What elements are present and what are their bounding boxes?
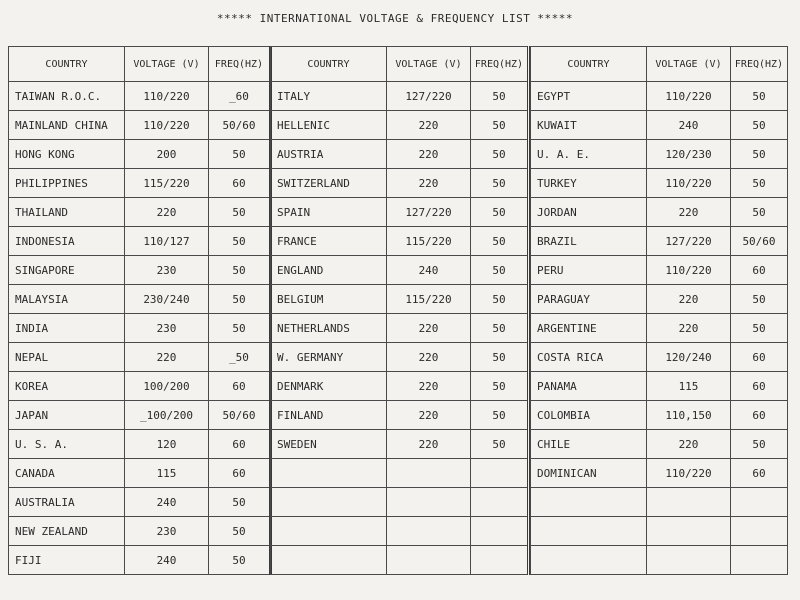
voltage-cell: 115/220: [387, 227, 471, 256]
voltage-cell: 110/220: [647, 82, 731, 111]
header-freq: FREQ(HZ): [209, 47, 271, 82]
table-row: [9, 111, 271, 140]
voltage-table-europe: [270, 46, 530, 575]
freq-cell: [731, 517, 788, 546]
country-cell: NEPAL: [9, 343, 125, 372]
table-row: [531, 459, 788, 488]
header-voltage: VOLTAGE (V): [125, 47, 209, 82]
freq-cell: 50: [471, 82, 529, 111]
country-cell: AUSTRIA: [271, 140, 387, 169]
country-cell: INDONESIA: [9, 227, 125, 256]
freq-cell: 50: [471, 111, 529, 140]
voltage-cell: 127/220: [647, 227, 731, 256]
page-title: ***** INTERNATIONAL VOLTAGE & FREQUENCY LIST *****: [216, 12, 574, 25]
voltage-cell: 220: [387, 401, 471, 430]
freq-cell: 60: [209, 459, 271, 488]
voltage-cell: 120/230: [647, 140, 731, 169]
table-row: [271, 546, 529, 575]
voltage-cell: [387, 546, 471, 575]
country-cell: [271, 459, 387, 488]
freq-cell: 50: [209, 314, 271, 343]
freq-cell: [731, 546, 788, 575]
table-row: [271, 517, 529, 546]
header-voltage: VOLTAGE (V): [387, 47, 471, 82]
header-country: COUNTRY: [271, 47, 387, 82]
freq-cell: 50: [209, 546, 271, 575]
country-cell: MALAYSIA: [9, 285, 125, 314]
freq-cell: 50/60: [209, 401, 271, 430]
voltage-cell: 220: [647, 198, 731, 227]
freq-cell: 60: [209, 430, 271, 459]
voltage-cell: [647, 488, 731, 517]
voltage-cell: 220: [647, 430, 731, 459]
table-row: [9, 401, 271, 430]
country-cell: AUSTRALIA: [9, 488, 125, 517]
country-cell: HONG KONG: [9, 140, 125, 169]
table-row: [9, 546, 271, 575]
country-cell: U. A. E.: [531, 140, 647, 169]
freq-cell: 50: [471, 140, 529, 169]
voltage-cell: 100/200: [125, 372, 209, 401]
country-cell: SWITZERLAND: [271, 169, 387, 198]
freq-cell: 60: [209, 372, 271, 401]
voltage-cell: 230: [125, 517, 209, 546]
country-cell: W. GERMANY: [271, 343, 387, 372]
freq-cell: _50: [209, 343, 271, 372]
voltage-cell: 220: [387, 169, 471, 198]
freq-cell: 50: [471, 256, 529, 285]
country-cell: EGYPT: [531, 82, 647, 111]
country-cell: MAINLAND CHINA: [9, 111, 125, 140]
country-cell: JAPAN: [9, 401, 125, 430]
voltage-cell: [647, 517, 731, 546]
freq-cell: 50: [731, 111, 788, 140]
country-cell: FINLAND: [271, 401, 387, 430]
country-cell: BRAZIL: [531, 227, 647, 256]
header-voltage: VOLTAGE (V): [647, 47, 731, 82]
header-freq: FREQ(HZ): [471, 47, 529, 82]
header-country: COUNTRY: [9, 47, 125, 82]
voltage-cell: 220: [647, 285, 731, 314]
table-header-row: [9, 47, 271, 82]
country-cell: FRANCE: [271, 227, 387, 256]
table-row: [9, 343, 271, 372]
table-row: [271, 430, 529, 459]
country-cell: PERU: [531, 256, 647, 285]
table-row: [531, 401, 788, 430]
country-cell: PANAMA: [531, 372, 647, 401]
voltage-cell: 110/127: [125, 227, 209, 256]
header-freq: FREQ(HZ): [731, 47, 788, 82]
country-cell: JORDAN: [531, 198, 647, 227]
table-row: [9, 82, 271, 111]
freq-cell: 50: [471, 169, 529, 198]
freq-cell: 50: [471, 430, 529, 459]
table-header-row: [531, 47, 788, 82]
voltage-cell: 110/220: [647, 256, 731, 285]
freq-cell: 50: [209, 488, 271, 517]
freq-cell: 50: [731, 82, 788, 111]
country-cell: [531, 517, 647, 546]
freq-cell: [471, 517, 529, 546]
table-row: [271, 169, 529, 198]
freq-cell: 60: [731, 343, 788, 372]
voltage-cell: 127/220: [387, 82, 471, 111]
voltage-cell: [387, 488, 471, 517]
table-row: [9, 459, 271, 488]
voltage-cell: 115: [125, 459, 209, 488]
table-row: [271, 140, 529, 169]
voltage-cell: 110/220: [125, 82, 209, 111]
country-cell: TAIWAN R.O.C.: [9, 82, 125, 111]
table-row: [531, 430, 788, 459]
table-row: [531, 488, 788, 517]
voltage-table-mideast-americas: [530, 46, 788, 575]
header-country: COUNTRY: [531, 47, 647, 82]
table-row: [9, 488, 271, 517]
table-row: [9, 198, 271, 227]
table-row: [271, 111, 529, 140]
country-cell: INDIA: [9, 314, 125, 343]
table-row: [271, 256, 529, 285]
country-cell: DENMARK: [271, 372, 387, 401]
table-row: [531, 372, 788, 401]
country-cell: [271, 517, 387, 546]
voltage-cell: 240: [387, 256, 471, 285]
freq-cell: 50: [471, 314, 529, 343]
freq-cell: 60: [731, 372, 788, 401]
freq-cell: 50: [209, 227, 271, 256]
voltage-cell: 230: [125, 314, 209, 343]
table-row: [271, 285, 529, 314]
freq-cell: 60: [209, 169, 271, 198]
voltage-cell: 220: [125, 198, 209, 227]
voltage-cell: 220: [125, 343, 209, 372]
country-cell: SPAIN: [271, 198, 387, 227]
table-row: [9, 285, 271, 314]
voltage-cell: 200: [125, 140, 209, 169]
freq-cell: 50/60: [731, 227, 788, 256]
voltage-cell: 220: [387, 430, 471, 459]
freq-cell: [731, 488, 788, 517]
country-cell: PARAGUAY: [531, 285, 647, 314]
table-row: [9, 372, 271, 401]
country-cell: NEW ZEALAND: [9, 517, 125, 546]
table-row: [271, 198, 529, 227]
voltage-cell: 120/240: [647, 343, 731, 372]
voltage-cell: 120: [125, 430, 209, 459]
voltage-cell: [387, 459, 471, 488]
table-row: [271, 82, 529, 111]
freq-cell: [471, 546, 529, 575]
voltage-cell: 110,150: [647, 401, 731, 430]
country-cell: DOMINICAN: [531, 459, 647, 488]
freq-cell: 50: [731, 285, 788, 314]
table-row: [271, 488, 529, 517]
country-cell: ARGENTINE: [531, 314, 647, 343]
table-row: [9, 140, 271, 169]
country-cell: CANADA: [9, 459, 125, 488]
table-row: [9, 517, 271, 546]
country-cell: THAILAND: [9, 198, 125, 227]
voltage-cell: 220: [387, 343, 471, 372]
freq-cell: 50: [471, 285, 529, 314]
table-row: [531, 546, 788, 575]
freq-cell: 50: [731, 140, 788, 169]
country-cell: PHILIPPINES: [9, 169, 125, 198]
table-row: [9, 227, 271, 256]
voltage-cell: 127/220: [387, 198, 471, 227]
freq-cell: 50: [209, 517, 271, 546]
freq-cell: 50: [731, 198, 788, 227]
table-row: [271, 372, 529, 401]
freq-cell: 50/60: [209, 111, 271, 140]
country-cell: [271, 546, 387, 575]
table-row: [9, 430, 271, 459]
voltage-cell: 220: [387, 140, 471, 169]
table-row: [271, 343, 529, 372]
table-row: [9, 314, 271, 343]
table-row: [271, 314, 529, 343]
table-row: [531, 285, 788, 314]
voltage-cell: [647, 546, 731, 575]
voltage-cell: 240: [125, 488, 209, 517]
table-row: [531, 140, 788, 169]
voltage-cell: 110/220: [647, 459, 731, 488]
voltage-table-asia: [8, 46, 272, 575]
country-cell: [271, 488, 387, 517]
table-row: [271, 459, 529, 488]
freq-cell: [471, 488, 529, 517]
country-cell: U. S. A.: [9, 430, 125, 459]
table-row: [271, 401, 529, 430]
country-cell: KUWAIT: [531, 111, 647, 140]
country-cell: NETHERLANDS: [271, 314, 387, 343]
freq-cell: 50: [209, 140, 271, 169]
voltage-cell: 230: [125, 256, 209, 285]
table-row: [531, 256, 788, 285]
freq-cell: 50: [471, 198, 529, 227]
country-cell: ITALY: [271, 82, 387, 111]
table-row: [531, 227, 788, 256]
table-row: [531, 82, 788, 111]
freq-cell: 50: [471, 401, 529, 430]
freq-cell: 60: [731, 459, 788, 488]
freq-cell: 50: [209, 198, 271, 227]
voltage-cell: 220: [387, 314, 471, 343]
voltage-cell: 240: [647, 111, 731, 140]
country-cell: COSTA RICA: [531, 343, 647, 372]
country-cell: COLOMBIA: [531, 401, 647, 430]
voltage-cell: 110/220: [647, 169, 731, 198]
freq-cell: 60: [731, 401, 788, 430]
table-row: [531, 314, 788, 343]
country-cell: CHILE: [531, 430, 647, 459]
freq-cell: 50: [471, 372, 529, 401]
country-cell: HELLENIC: [271, 111, 387, 140]
voltage-cell: _100/200: [125, 401, 209, 430]
country-cell: ENGLAND: [271, 256, 387, 285]
table-row: [531, 111, 788, 140]
country-cell: [531, 546, 647, 575]
voltage-cell: 240: [125, 546, 209, 575]
voltage-cell: 110/220: [125, 111, 209, 140]
voltage-cell: 115: [647, 372, 731, 401]
freq-cell: 60: [731, 256, 788, 285]
voltage-cell: 115/220: [387, 285, 471, 314]
voltage-cell: 220: [387, 111, 471, 140]
freq-cell: 50: [471, 343, 529, 372]
table-row: [9, 256, 271, 285]
freq-cell: 50: [731, 430, 788, 459]
voltage-cell: [387, 517, 471, 546]
freq-cell: 50: [209, 256, 271, 285]
voltage-cell: 220: [647, 314, 731, 343]
freq-cell: [471, 459, 529, 488]
country-cell: KOREA: [9, 372, 125, 401]
freq-cell: _60: [209, 82, 271, 111]
table-row: [531, 169, 788, 198]
freq-cell: 50: [731, 314, 788, 343]
table-row: [9, 169, 271, 198]
table-header-row: [271, 47, 529, 82]
table-row: [531, 343, 788, 372]
freq-cell: 50: [471, 227, 529, 256]
freq-cell: 50: [209, 285, 271, 314]
country-cell: TURKEY: [531, 169, 647, 198]
table-row: [271, 227, 529, 256]
freq-cell: 50: [731, 169, 788, 198]
country-cell: [531, 488, 647, 517]
country-cell: SINGAPORE: [9, 256, 125, 285]
voltage-cell: 220: [387, 372, 471, 401]
country-cell: SWEDEN: [271, 430, 387, 459]
table-row: [531, 198, 788, 227]
country-cell: FIJI: [9, 546, 125, 575]
table-row: [531, 517, 788, 546]
voltage-cell: 115/220: [125, 169, 209, 198]
country-cell: BELGIUM: [271, 285, 387, 314]
voltage-cell: 230/240: [125, 285, 209, 314]
